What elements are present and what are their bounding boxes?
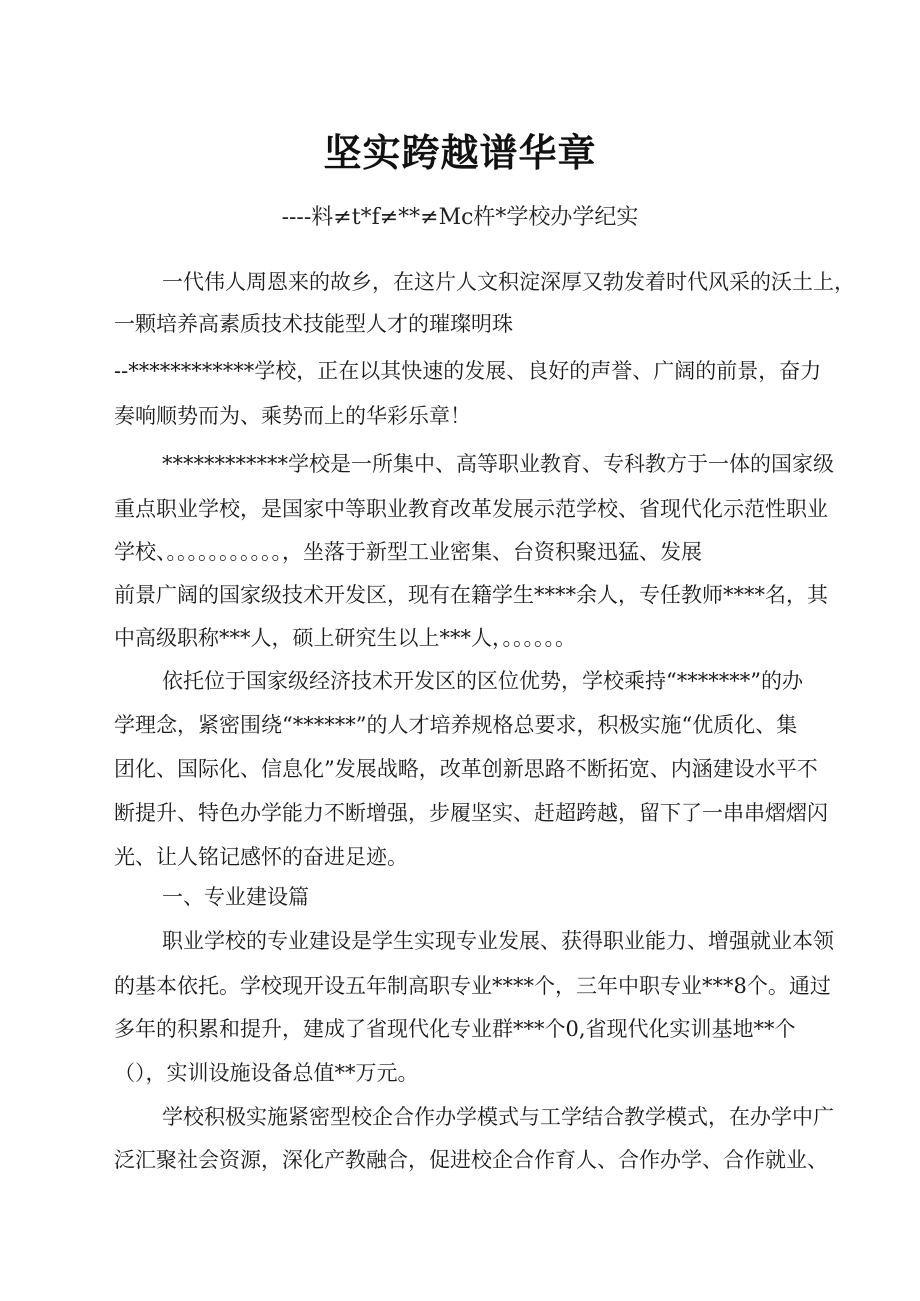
paragraph-line: 重点职业学校，是国家中等职业教育改革发展示范学校、省现代化示范性职业 <box>114 497 828 521</box>
paragraph-line: 奏响顺势而为、乘势而上的华彩乐章！ <box>114 404 471 428</box>
paragraph-line: 依托位于国家级经济技术开发区的区位优势，学校乘持“*******”的办 <box>162 669 803 693</box>
paragraph-line: --************学校，正在以其快速的发展、良好的声誉、广阔的前景，奋力 <box>114 359 822 383</box>
paragraph-line: 的基本依托。学校现开设五年制高职专业****个，三年中职专业***8个。通过 <box>114 974 831 998</box>
document-subtitle: ----料≠t*f≠**≠Mc杵*学校办学纪实 <box>281 205 639 230</box>
paragraph-line: 前景广阔的国家级技术开发区，现有在籍学生****余人，专任教师****名，其 <box>114 583 828 607</box>
paragraph-line: 多年的积累和提升，建成了省现代化专业群***个0,省现代化实训基地**个 <box>114 1017 796 1041</box>
paragraph-line: ************学校是一所集中、高等职业教育、专科教方于一体的国家级 <box>162 452 834 476</box>
paragraph-line: 断提升、特色办学能力不断增强，步履坚实、赶超跨越，留下了一串串熠熠闪 <box>114 801 828 825</box>
paragraph-line: 学理念，紧密围绕“******”的人才培养规格总要求，积极实施“优质化、集 <box>114 713 798 737</box>
document-title: 坚实跨越谱华章 <box>323 131 597 175</box>
section-heading: 一、专业建设篇 <box>162 885 309 909</box>
paragraph-line: 学校、。。。。。。。。。。。，坐落于新型工业密集、台资积聚迅猛、发展 <box>114 540 702 564</box>
paragraph-line: 一代伟人周恩来的故乡，在这片人文积淀深厚又勃发着时代风采的沃土上， <box>162 270 855 294</box>
paragraph-line: 团化、国际化、信息化”发展战略，改革创新思路不断拓宽、内涵建设水平不 <box>114 757 818 781</box>
paragraph-line: 中高级职称***人，硕上研究生以上***人，。。。。。。 <box>114 626 576 650</box>
paragraph-line: 学校积极实施紧密型校企合作办学模式与工学结合教学模式，在办学中广 <box>162 1105 834 1129</box>
paragraph-line: 一颗培养高素质技术技能型人才的璀璨明珠 <box>114 312 513 336</box>
paragraph-line: 泛汇聚社会资源，深化产教融合，促进校企合作育人、合作办学、合作就业、 <box>114 1148 828 1172</box>
paragraph-line: 职业学校的专业建设是学生实现专业发展、获得职业能力、增强就业本领 <box>162 929 834 953</box>
paragraph-line: （），实训设施设备总值**万元。 <box>114 1061 419 1085</box>
paragraph-line: 光、让人铭记感怀的奋进足迹。 <box>114 845 408 869</box>
